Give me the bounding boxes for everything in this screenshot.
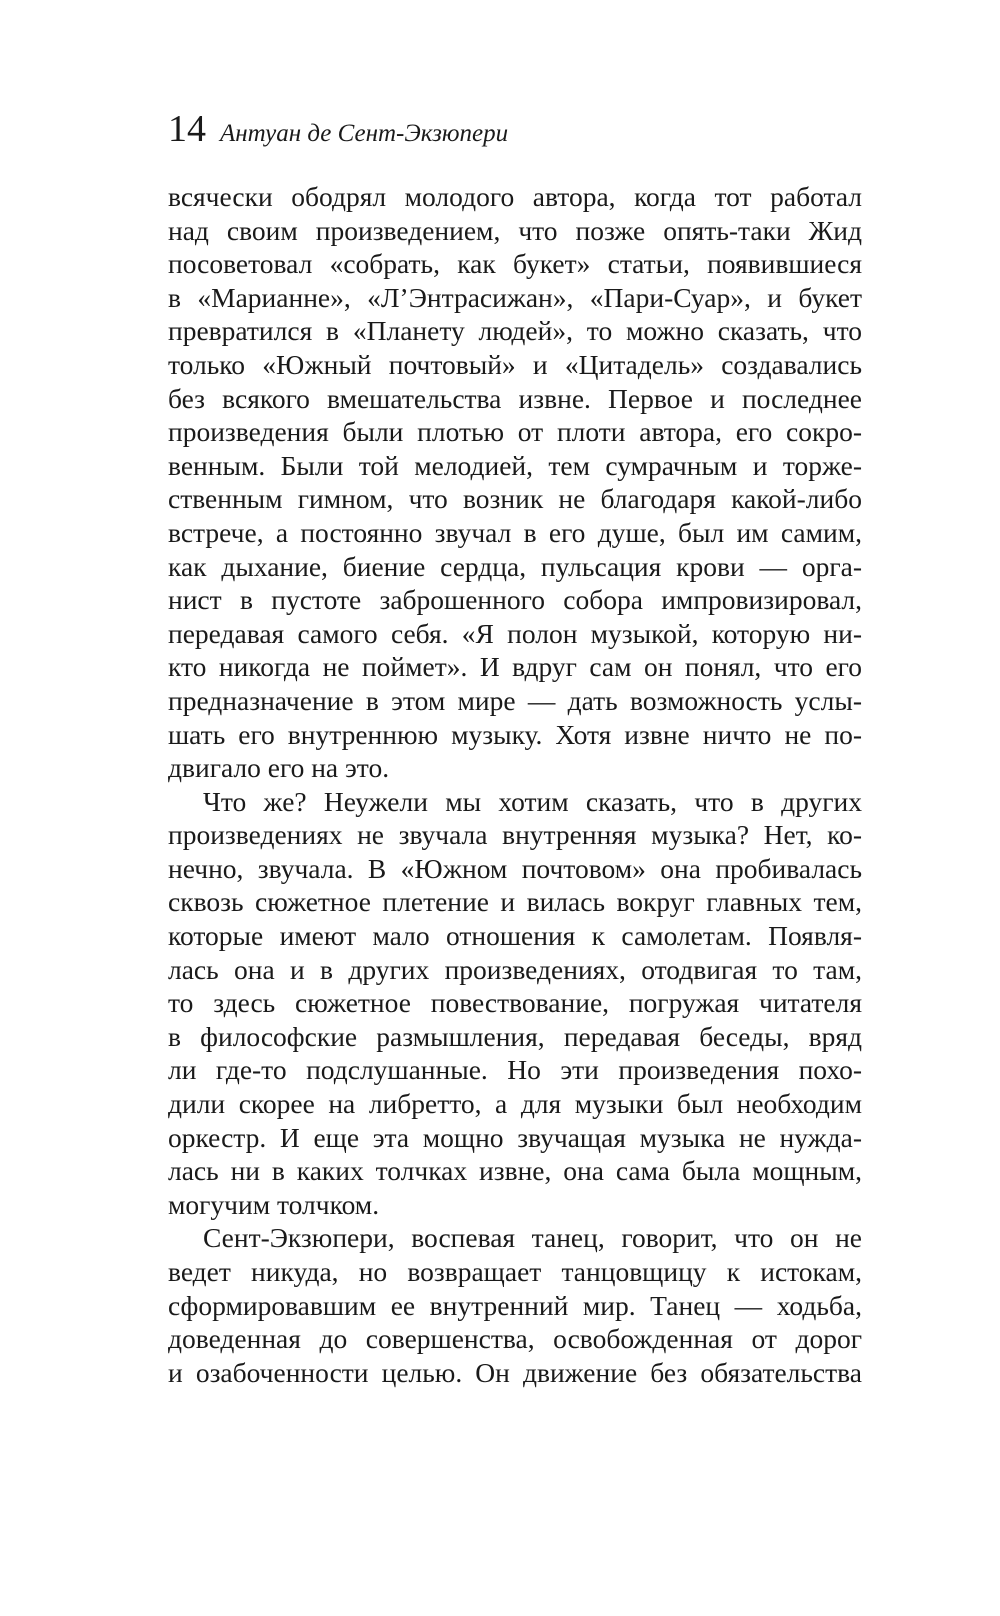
text-line: произведения были плотью от плоти автора, его сокро- <box>168 416 862 448</box>
text-line: то здесь сюжетное повествование, погружая читателя <box>168 987 862 1019</box>
text-line: предназначение в этом мире — дать возможность услы- <box>168 684 862 716</box>
text-line: ведет никуда, но возвращает танцовщицу к истокам, <box>168 1256 862 1287</box>
text-line: нечно, звучала. В «Южном почтовом» она пробивалась <box>168 852 862 884</box>
text-line: могучим толчком. <box>168 1188 380 1220</box>
text-line: лась ни в каких толчках извне, она сама была мощным, <box>168 1155 862 1187</box>
text-line: в «Марианне», «Л’Энтрасижан», «Пари-Суар», и букет <box>168 281 862 313</box>
text-line: сквозь сюжетное плетение и вилась вокруг главных тем, <box>168 886 862 918</box>
paragraph-first-line: Сент-Экзюпери, воспевая танец, говорит, что он не <box>203 1222 862 1254</box>
page-number: 14 <box>168 108 206 150</box>
text-line: превратился в «Планету людей», то можно сказать, что <box>168 315 862 347</box>
text-line: произведениях не звучала внутренняя музыка? Нет, ко- <box>168 819 862 851</box>
text-line: как дыхание, биение сердца, пульсация крови — орга- <box>168 550 862 582</box>
paragraph-first-line: Что же? Неужели мы хотим сказать, что в других <box>203 785 862 817</box>
text-line: дили скорее на либретто, а для музыки был необходим <box>168 1088 862 1120</box>
text-line: оркестр. И еще эта мощно звучащая музыка не нужда- <box>168 1121 862 1153</box>
text-line: шать его внутреннюю музыку. Хотя извне ничто не по- <box>168 718 862 750</box>
running-title: Антуан де Сент-Экзюпери <box>220 120 509 147</box>
text-line: которые имеют мало отношения к самолетам. Появля- <box>168 920 862 952</box>
text-line: без всякого вмешательства извне. Первое и последнее <box>168 382 862 414</box>
text-line: передавая самого себя. «Я полон музыкой, которую ни- <box>168 617 862 649</box>
text-line: кто никогда не поймет». И вдруг сам он понял, что его <box>168 651 862 683</box>
text-line: только «Южный почтовый» и «Цитадель» создавались <box>168 348 862 380</box>
text-line: доведенная до совершенства, освобожденная от дорог <box>168 1323 862 1355</box>
text-line: над своим произведением, что позже опять-таки Жид <box>168 214 862 246</box>
text-line: двигало его на это. <box>168 752 390 784</box>
text-line: всячески ободрял молодого автора, когда тот работал <box>168 181 862 212</box>
text-line: и озабоченности целью. Он движение без обязательства <box>168 1356 862 1388</box>
body-text <box>168 180 862 1389</box>
running-head <box>168 110 508 148</box>
text-line: в философские размышления, передавая беседы, вряд <box>168 1020 862 1052</box>
text-line: нист в пустоте заброшенного собора импровизировал, <box>168 584 862 616</box>
text-line: ли где-то подслушанные. Но эти произведения похо- <box>168 1054 862 1086</box>
text-line: венным. Были той мелодией, тем сумрачным и торже- <box>168 449 862 481</box>
text-line: встрече, а постоянно звучал в его душе, был им самим, <box>168 516 862 548</box>
text-line: ственным гимном, что возник не благодаря какой-либо <box>168 483 862 515</box>
text-line: сформировавшим ее внутренний мир. Танец — ходьба, <box>168 1289 862 1321</box>
text-line: посоветовал «собрать, как букет» статьи, появившиеся <box>168 248 862 280</box>
text-line: лась она и в других произведениях, отодвигая то там, <box>168 953 862 985</box>
